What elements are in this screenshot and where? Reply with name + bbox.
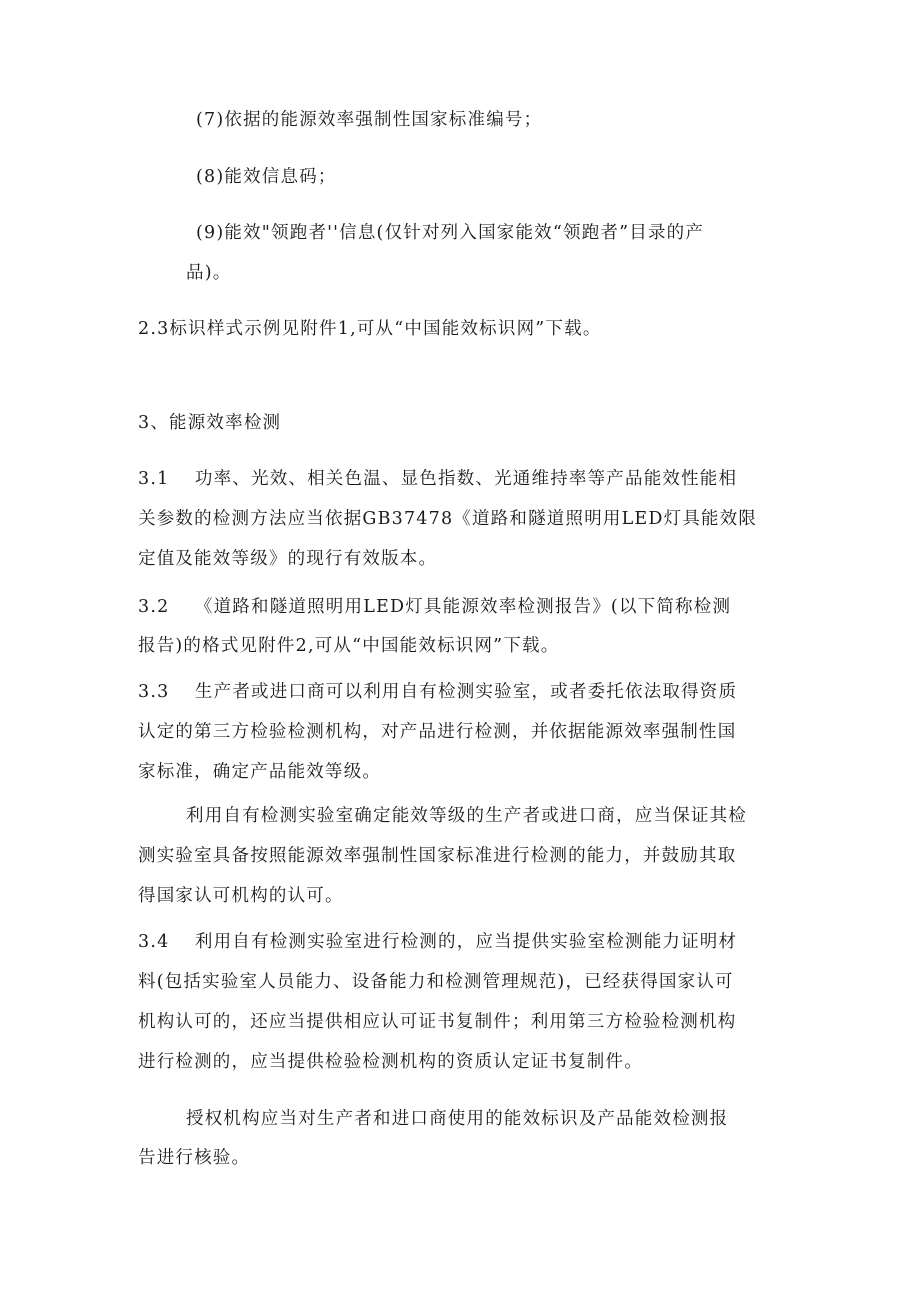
paragraph-verification-line-1: 授权机构应当对生产者和进口商使用的能效标识及产品能效检测报	[186, 1109, 729, 1129]
paragraph-3-1-line-2: 关参数的检测方法应当依据GB37478《道路和隧道照明用LED灯具能效限	[138, 509, 758, 529]
paragraph-3-1-line-1: 3.1 功率、光效、相关色温、显色指数、光通维持率等产品能效性能相	[138, 469, 738, 489]
paragraph-3-4-line-2: 料(包括实验室人员能力、设备能力和检测管理规范)，已经获得国家认可	[138, 972, 734, 992]
section-heading-3: 3、能源效率检测	[138, 413, 282, 433]
list-item-9: (9)能效"领跑者''信息(仅针对列入国家能效“领跑者”目录的产	[196, 223, 705, 243]
paragraph-self-lab-line-3: 得国家认可机构的认可。	[138, 886, 344, 906]
paragraph-verification-line-2: 告进行核验。	[138, 1148, 251, 1168]
list-item-7: (7)依据的能源效率强制性国家标准编号；	[196, 110, 543, 130]
paragraph-3-3-line-3: 家标准，确定产品能效等级。	[138, 762, 382, 782]
paragraph-2-3: 2.3标识样式示例见附件1,可从“中国能效标识网”下载。	[138, 319, 602, 339]
paragraph-3-2-line-1: 3.2 《道路和隧道照明用LED灯具能源效率检测报告》(以下简称检测	[138, 597, 732, 617]
list-item-8: (8)能效信息码；	[196, 167, 337, 187]
paragraph-3-2-line-2: 报告)的格式见附件2,可从“中国能效标识网”下载。	[138, 636, 560, 656]
paragraph-3-4-line-4: 进行检测的，应当提供检验检测机构的资质认定证书复制件。	[138, 1052, 643, 1072]
paragraph-3-4-line-3: 机构认可的，还应当提供相应认可证书复制件；利用第三方检验检测机构	[138, 1012, 737, 1032]
paragraph-3-4-line-1: 3.4 利用自有检测实验室进行检测的，应当提供实验室检测能力证明材	[138, 932, 738, 952]
paragraph-3-1-line-3: 定值及能效等级》的现行有效版本。	[138, 549, 438, 569]
paragraph-self-lab-line-2: 测实验室具备按照能源效率强制性国家标准进行检测的能力，并鼓励其取	[138, 846, 737, 866]
list-item-9-continued: 品)。	[186, 263, 232, 283]
paragraph-self-lab-line-1: 利用自有检测实验室确定能效等级的生产者或进口商，应当保证其检	[186, 806, 747, 826]
paragraph-3-3-line-1: 3.3 生产者或进口商可以利用自有检测实验室，或者委托依法取得资质	[138, 682, 738, 702]
paragraph-3-3-line-2: 认定的第三方检验检测机构，对产品进行检测，并依据能源效率强制性国	[138, 722, 737, 742]
